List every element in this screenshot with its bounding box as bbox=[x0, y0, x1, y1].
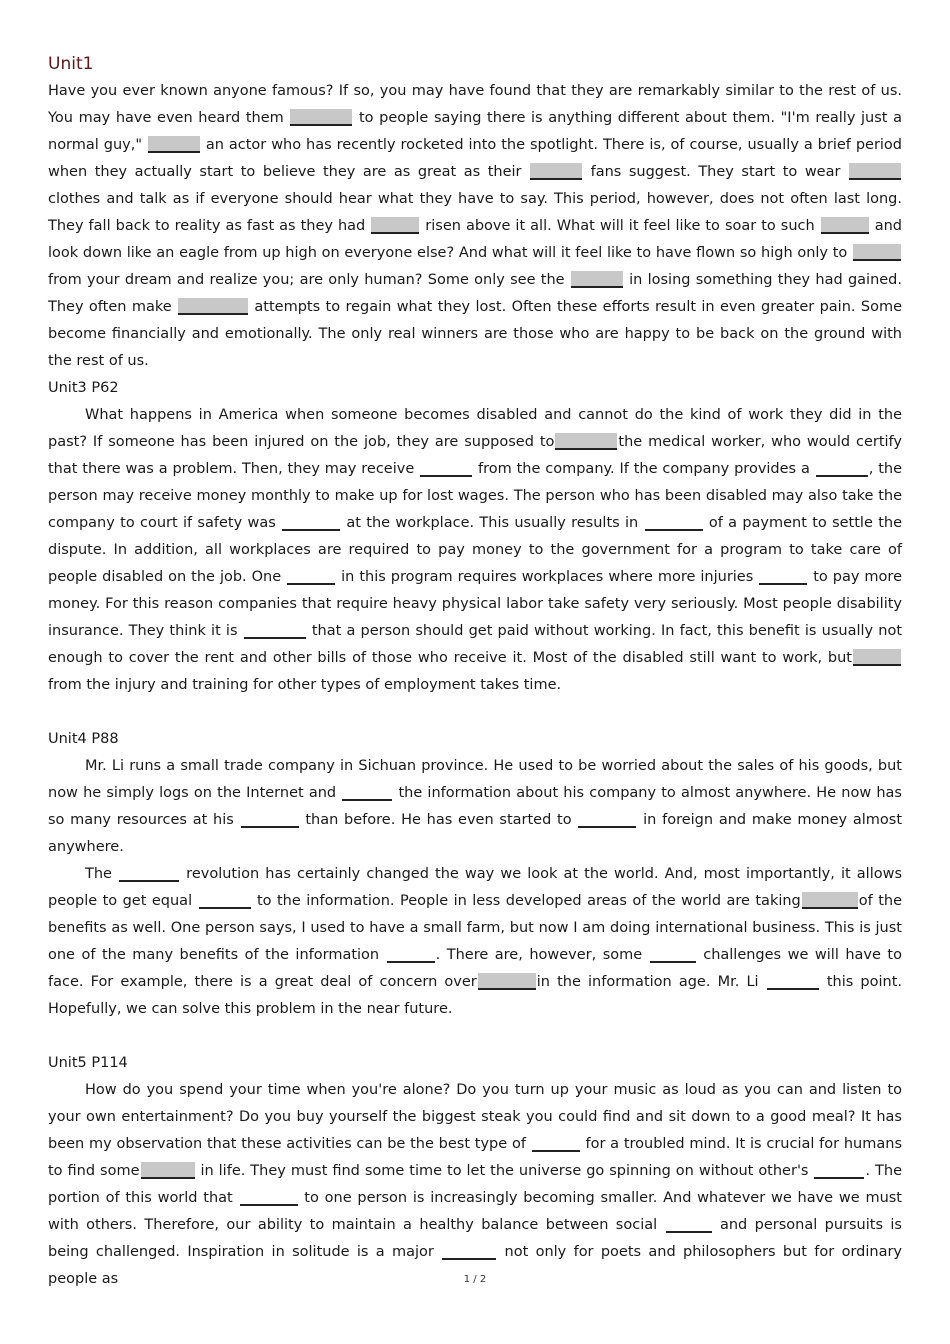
passage-text: , the person may receive money monthly to make up for lost wages. The person who has been disabled may also take the company to court if safety was bbox=[48, 461, 903, 531]
answer-blank[interactable] bbox=[287, 568, 335, 585]
passage-text: in losing something they had gained. They often make bbox=[48, 272, 902, 315]
passage-text: in the information age. Mr. Li bbox=[536, 974, 766, 990]
passage-text: an actor who has recently rocketed into the spotlight. There is, of course, usually a brief period when they actually start to believe they are as great as their bbox=[48, 137, 903, 180]
document-page bbox=[48, 52, 902, 1293]
answer-blank[interactable] bbox=[816, 460, 868, 477]
passage-text: the information about his company to almost anywhere. He now has so many resources at his bbox=[48, 785, 902, 828]
passage-text: . There are, however, some bbox=[435, 947, 649, 963]
answer-blank[interactable] bbox=[849, 163, 901, 180]
answer-blank[interactable] bbox=[241, 811, 299, 828]
answer-blank[interactable] bbox=[442, 1243, 496, 1260]
passage-text: of the benefits as well. One person says, I used to have a small farm, but now I am doing international business. This is just one of the many benefits of the information bbox=[48, 893, 902, 963]
passage-text: the medical worker, who would certify that there was a problem. Then, they may receive bbox=[48, 434, 902, 477]
passage-text: for a troubled mind. It is crucial for humans to find some bbox=[48, 1136, 902, 1179]
passage-text: at the workplace. This usually results in bbox=[341, 515, 644, 531]
answer-blank[interactable] bbox=[199, 892, 251, 909]
passage-text: and personal pursuits is being challenged. Inspiration in solitude is a major bbox=[48, 1217, 902, 1260]
passage-text: clothes and talk as if everyone should hear what they have to say. This period, however, does not often last long. They fall back to reality as fast as they had bbox=[48, 191, 902, 234]
passage-text: What happens in America when someone becomes disabled and cannot do the kind of work they did in the past? If someone has been injured on the job, they are supposed to bbox=[48, 407, 902, 450]
page-number: 1 / 2 bbox=[463, 1274, 487, 1285]
passage-text: to people saying there is anything different about them. "I'm really just a normal guy," bbox=[48, 110, 903, 153]
answer-blank[interactable] bbox=[821, 217, 869, 234]
answer-blank[interactable] bbox=[371, 217, 419, 234]
answer-blank[interactable] bbox=[244, 622, 306, 639]
passage-text: that a person should get paid without working. In fact, this benefit is usually not enough to cover the rent and other bills of those who receive it. Most of the disabled still want to work, but bbox=[48, 623, 902, 666]
passage-text: revolution has certainly changed the way we look at the world. And, most importantly, it allows people to get equal bbox=[48, 866, 903, 909]
unit1-title: Unit1 bbox=[48, 54, 94, 74]
answer-blank[interactable] bbox=[290, 109, 352, 126]
passage-text: not only for poets and philosophers but for ordinary people as bbox=[48, 1244, 902, 1287]
answer-blank[interactable] bbox=[650, 946, 696, 963]
passage-text: Mr. Li runs a small trade company in Sichuan province. He used to be worried about the sales of his goods, but now he simply logs on the Internet and bbox=[48, 758, 902, 801]
answer-blank[interactable] bbox=[578, 811, 636, 828]
passage-text: from your dream and realize you; are only human? Some only see the bbox=[48, 272, 570, 288]
answer-blank[interactable] bbox=[530, 163, 582, 180]
passage-text: this point. Hopefully, we can solve this problem in the near future. bbox=[48, 974, 902, 1017]
answer-blank[interactable] bbox=[814, 1162, 864, 1179]
passage-text: and look down like an eagle from up high on everyone else? And what will it feel like to have flown so high only to bbox=[48, 218, 903, 261]
passage-text: to pay more money. For this reason companies that require heavy physical labor take safety very seriously. Most people disability insurance. They think it is bbox=[48, 569, 902, 639]
passage-text: The bbox=[85, 866, 119, 882]
answer-blank[interactable] bbox=[645, 514, 703, 531]
passage-text: risen above it all. What will it feel like to soar to such bbox=[420, 218, 820, 234]
answer-blank[interactable] bbox=[571, 271, 623, 288]
passage-text: than before. He has even started to bbox=[299, 812, 578, 828]
answer-blank[interactable] bbox=[148, 136, 200, 153]
passage-text: to one person is increasingly becoming smaller. And whatever we have we must with others. Therefore, our ability to maintain a healthy balance between social bbox=[48, 1190, 902, 1233]
unit5-heading: Unit5 P114 bbox=[48, 1055, 128, 1071]
passage-text: Have you ever known anyone famous? If so, you may have found that they are remarkably similar to the rest of us. You may have even heard them bbox=[48, 83, 902, 126]
answer-blank[interactable] bbox=[420, 460, 472, 477]
passage-text: challenges we will have to face. For example, there is a great deal of concern over bbox=[48, 947, 902, 990]
unit4-heading: Unit4 P88 bbox=[48, 731, 119, 747]
unit5-passage bbox=[48, 1077, 902, 1293]
passage-text: in this program requires workplaces where more injuries bbox=[336, 569, 759, 585]
answer-blank[interactable] bbox=[767, 973, 819, 990]
unit3-passage bbox=[48, 402, 902, 699]
passage-text: attempts to regain what they lost. Often these efforts result in even greater pain. Some become financially and emotionally. The only real winners are those who are happy to be back on the ground with the rest of us. bbox=[48, 299, 902, 369]
unit4-passage-1 bbox=[48, 753, 902, 861]
unit4-passage-2 bbox=[48, 861, 902, 1023]
answer-blank[interactable] bbox=[853, 649, 901, 666]
answer-blank[interactable] bbox=[342, 784, 392, 801]
unit3-heading: Unit3 P62 bbox=[48, 380, 119, 396]
answer-blank[interactable] bbox=[240, 1189, 298, 1206]
answer-blank[interactable] bbox=[282, 514, 340, 531]
answer-blank[interactable] bbox=[532, 1135, 580, 1152]
answer-blank[interactable] bbox=[178, 298, 248, 315]
unit1-passage bbox=[48, 78, 902, 375]
answer-blank[interactable] bbox=[119, 865, 179, 882]
passage-text: from the company. If the company provides a bbox=[473, 461, 815, 477]
passage-text: fans suggest. They start to wear bbox=[583, 164, 848, 180]
spacer bbox=[48, 699, 902, 726]
passage-text: How do you spend your time when you're alone? Do you turn up your music as loud as you can and listen to your own entertainment? Do you buy yourself the biggest steak you could find and sit down to a good meal? It has been my observation that these activities can be the best type of bbox=[48, 1082, 902, 1152]
answer-blank[interactable] bbox=[141, 1162, 195, 1179]
passage-text: to the information. People in less developed areas of the world are taking bbox=[251, 893, 801, 909]
answer-blank[interactable] bbox=[387, 946, 435, 963]
passage-text: in life. They must find some time to let the universe go spinning on without other's bbox=[195, 1163, 814, 1179]
passage-text: . The portion of this world that bbox=[48, 1163, 902, 1206]
passage-text: of a payment to settle the dispute. In addition, all workplaces are required to pay money to the government for a program to take care of people disabled on the job. One bbox=[48, 515, 902, 585]
answer-blank[interactable] bbox=[853, 244, 901, 261]
answer-blank[interactable] bbox=[478, 973, 536, 990]
answer-blank[interactable] bbox=[759, 568, 807, 585]
answer-blank[interactable] bbox=[802, 892, 858, 909]
passage-text: in foreign and make money almost anywhere. bbox=[48, 812, 903, 855]
answer-blank[interactable] bbox=[555, 433, 617, 450]
passage-text: from the injury and training for other types of employment takes time. bbox=[48, 677, 562, 693]
spacer bbox=[48, 1023, 902, 1050]
answer-blank[interactable] bbox=[666, 1216, 712, 1233]
